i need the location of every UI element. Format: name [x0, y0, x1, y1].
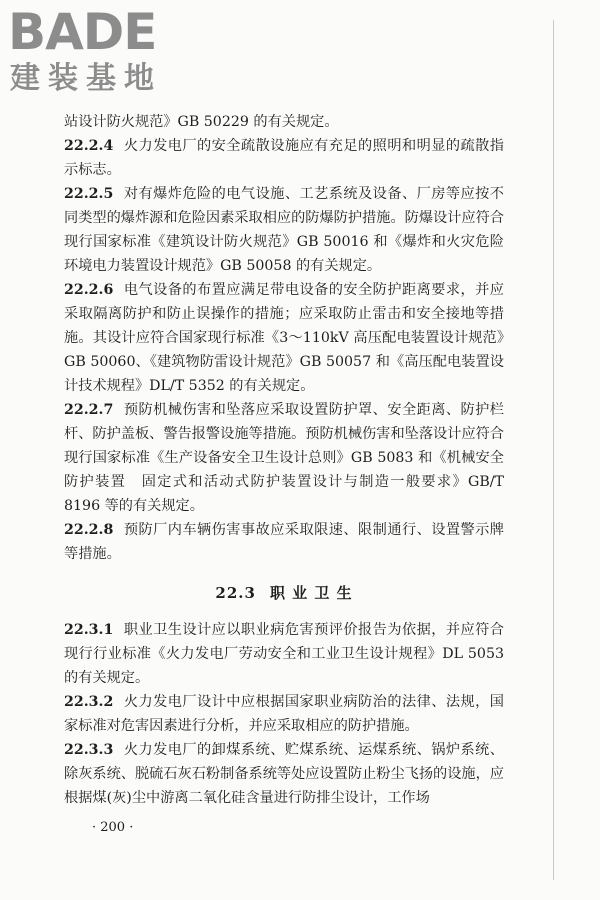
clause-number: 22.2.6: [64, 282, 114, 298]
section-number: 22.3: [215, 584, 256, 602]
clause-22-3-3: [64, 738, 504, 810]
clause-text: 火力发电厂的安全疏散设施应有充足的照明和明显的疏散指示标志。: [64, 138, 504, 178]
clause-22-3-2: [64, 690, 504, 738]
logo-wordmark: BADE: [8, 3, 157, 61]
clause-22-2-6: [64, 278, 504, 398]
clauses-section-22-3: [64, 618, 504, 810]
clause-text: 火力发电厂设计中应根据国家职业病防治的法律、法规，国家标准对危害因素进行分析，并应采取相应的防护措施。: [64, 694, 504, 734]
clause-text: 职业卫生设计应以职业病危害预评价报告为依据，并应符合现行行业标准《火力发电厂劳动安全和工业卫生设计规程》DL 5053 的有关规定。: [64, 622, 504, 686]
clause-text: 对有爆炸危险的电气设施、工艺系统及设备、厂房等应按不同类型的爆炸源和危险因素采取相应的防爆防护措施。防爆设计应符合现行国家标准《建筑设计防火规范》GB 50016 和《爆炸和火灾危险环境电力装置设计规范》GB 50058 的有关规定。: [64, 186, 504, 274]
clause-number: 22.2.8: [64, 522, 114, 538]
page-edge-rule: [553, 20, 554, 880]
clause-text: 电气设备的布置应满足带电设备的安全防护距离要求，并应采取隔离防护和防止误操作的措施；应采取防止雷击和安全接地等措施。其设计应符合国家现行标准《3～110kV 高压配电装置设计规范》GB 50060、《建筑物防雷设计规范》GB 50057 和《高压配电装置设计技术规程》DL/T 5352 的有关规定。: [64, 282, 504, 394]
clause-text: 火力发电厂的卸煤系统、贮煤系统、运煤系统、锅炉系统、除灰系统、脱硫石灰石粉制备系统等处应设置防止粉尘飞扬的设施，应根据煤(灰)尘中游离二氧化硅含量进行防排尘设计，工作场: [64, 742, 504, 806]
clause-22-2-7: [64, 398, 519, 518]
clause-number: 22.2.7: [64, 402, 114, 418]
clause-text: 站设计防火规范》GB 50229 的有关规定。: [64, 114, 339, 130]
clause-text: 预防厂内车辆伤害事故应采取限速、限制通行、设置警示牌等措施。: [64, 522, 504, 562]
clause-number: 22.2.5: [64, 186, 114, 202]
clause-number: 22.2.4: [64, 138, 114, 154]
clause-22-2-5: [64, 182, 504, 278]
clauses-section-22-2: [64, 110, 519, 566]
clause-text: 预防机械伤害和坠落应采取设置防护罩、安全距离、防护栏杆、防护盖板、警告报警设施等措施。预防机械伤害和坠落设计应符合现行国家标准《生产设备安全卫生设计总则》GB 5083 和《机械安全 防护装置 固定式和活动式防护装置设计与制造一般要求》GB/T 8196 等的有关规定。: [64, 402, 519, 514]
section-title: 职 业 卫 生: [269, 584, 353, 602]
clause-number: 22.3.2: [64, 694, 114, 710]
document-body: [64, 110, 519, 810]
watermark-logo: [8, 4, 178, 100]
clause-continuation: [64, 110, 504, 134]
clause-22-2-4: [64, 134, 504, 182]
clause-number: 22.3.3: [64, 742, 114, 758]
clause-22-3-1: [64, 618, 504, 690]
section-heading: [64, 580, 504, 606]
clause-22-2-8: [64, 518, 504, 566]
page-number: · 200 ·: [92, 820, 134, 835]
clause-number: 22.3.1: [64, 622, 114, 638]
logo-subtitle: 建装基地: [10, 61, 162, 96]
